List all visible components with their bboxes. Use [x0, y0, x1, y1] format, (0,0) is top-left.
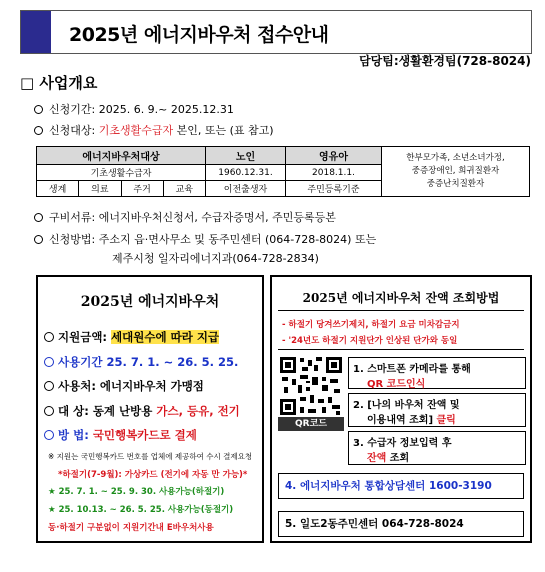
target-suffix: 본인, 또는 (표 참고): [173, 124, 274, 137]
table-sub-col: 의료: [79, 181, 121, 197]
summer-winter-note: *하절기(7-9월): 가상카드 (전기에 자동 만 가능)*: [58, 470, 248, 480]
table-other-targets: [382, 147, 530, 197]
red-notice-2: - '24년도 하절기 지원단가 인상된 단가와 동일: [282, 336, 458, 346]
item-highlight: 가스, 등유, 전기: [156, 404, 240, 418]
table-subheader: 기초생활수급자: [37, 165, 206, 181]
other-target-line: 중증난치질환자: [426, 179, 485, 189]
circle-bullet-icon: [44, 332, 54, 342]
voucher-item-method: [44, 427, 197, 443]
table-elder-desc: 이전출생자: [206, 181, 286, 197]
voucher-box-title: 2025년 에너지바우처: [80, 294, 220, 310]
circle-bullet-icon: [34, 105, 43, 114]
table-sub-col: 생계: [37, 181, 79, 197]
info-center-contact: 4. 에너지바우처 통합상담센터 1600-3190: [278, 473, 524, 499]
item-highlight: 세대원수에 따라 지급: [111, 330, 220, 344]
voucher-item-amount: [44, 329, 219, 345]
table-sub-col: 교육: [163, 181, 205, 197]
voucher-note: ※ 지원는 국민행복카드 번호를 업체에 제공하여 수시 결제요청: [48, 452, 253, 461]
item-label: 사용기간 25. 7. 1. ~ 26. 5. 25.: [58, 355, 239, 369]
item-label: 방 법:: [58, 428, 93, 442]
table-header-infant: 영유아: [286, 147, 382, 165]
item-highlight: 국민행복카드로 결제: [92, 428, 197, 442]
table-infant-date: 2018.1.1.: [286, 165, 382, 181]
bullet-target: [34, 122, 274, 138]
circle-bullet-icon: [34, 126, 43, 135]
title-square-decoration: [21, 11, 51, 53]
circle-bullet-icon: [34, 235, 43, 244]
bullet-period: [34, 101, 234, 117]
red-notice-1: - 하절기 당겨쓰기제치, 하절기 요금 미차감금지: [282, 320, 460, 330]
step-text: 2. [나의 바우처 잔액 및: [353, 400, 460, 411]
step-highlight: 잔액: [367, 453, 387, 464]
section-heading: □ 사업개요: [20, 74, 98, 92]
item-label: 지원금액:: [58, 330, 112, 344]
target-prefix: 신청대상:: [49, 124, 99, 137]
usage-notice: 동·하절기 구분없이 지원기간내 E바우처사용: [48, 523, 214, 533]
step-2: [348, 393, 526, 427]
circle-bullet-icon: [44, 357, 54, 367]
step-3: [348, 431, 526, 465]
item-label: 사용처: 에너지바우처 가맹점: [58, 379, 204, 393]
divider: [278, 349, 524, 350]
bullet-method: [34, 231, 376, 247]
title-bar: [20, 10, 532, 54]
other-target-line: 중증장애인, 희귀질환자: [411, 166, 500, 176]
voucher-item-place: [44, 378, 204, 394]
balance-box-title: 2025년 에너지바우처 잔액 조회방법: [302, 291, 500, 305]
table-header-elder: 노인: [206, 147, 286, 165]
voucher-summary-box: [36, 275, 264, 543]
circle-bullet-icon: [34, 213, 43, 222]
other-target-line: 한부모가족, 소년소녀가정,: [406, 153, 505, 163]
summer-period: ★ 25. 7. 1. ~ 25. 9. 30. 사용가능(하절기): [48, 487, 225, 497]
winter-period: ★ 25. 10.13. ~ 26. 5. 25. 사용가능(동절기): [48, 505, 234, 515]
qr-code-icon: [278, 355, 344, 417]
voucher-item-target: [44, 403, 240, 419]
divider: [278, 310, 524, 311]
step-text: 1. 스마트폰 카메라를 통해: [353, 364, 471, 375]
department-contact: 담당팀:생활환경팀(728-8024): [359, 54, 531, 68]
table-infant-desc: 주민등록기준: [286, 181, 382, 197]
item-label: 대 상: 동계 난방용: [58, 404, 157, 418]
table-elder-date: 1960.12.31.: [206, 165, 286, 181]
step-1: [348, 357, 526, 389]
bullet-docs: [34, 209, 336, 225]
circle-bullet-icon: [44, 381, 54, 391]
circle-bullet-icon: [44, 406, 54, 416]
voucher-item-period: [44, 354, 238, 370]
method-text: 신청방법: 주소지 읍·면사무소 및 동주민센터 (064-728-8024) 또는: [49, 233, 377, 246]
balance-check-box: [270, 275, 532, 543]
docs-text: 구비서류: 에너지바우처신청서, 수급자증명서, 주민등록등본: [49, 211, 336, 224]
circle-bullet-icon: [44, 430, 54, 440]
qr-code[interactable]: [278, 355, 344, 431]
step-text: 3. 수급자 정보입력 후: [353, 438, 452, 449]
period-text: 신청기간: 2025. 6. 9.~ 2025.12.31: [49, 103, 234, 116]
step-text: 이용내역 조회]: [367, 415, 434, 426]
qr-label: QR코드: [278, 417, 344, 431]
target-highlight: 기초생활수급자: [98, 124, 174, 137]
step-text: 조회: [386, 453, 410, 464]
page-title: 2025년 에너지바우처 접수안내: [69, 24, 329, 46]
table-sub-col: 주거: [121, 181, 163, 197]
community-center-contact: 5. 일도2동주민센터 064-728-8024: [278, 511, 524, 537]
step-highlight: QR 코드인식: [367, 379, 426, 390]
step-highlight: 클릭: [433, 415, 456, 426]
table-header-voucher: 에너지바우처대상: [37, 147, 206, 165]
eligibility-table: [36, 146, 530, 197]
method-line-2: 제주시청 일자리에너지과(064-728-2834): [112, 252, 319, 265]
